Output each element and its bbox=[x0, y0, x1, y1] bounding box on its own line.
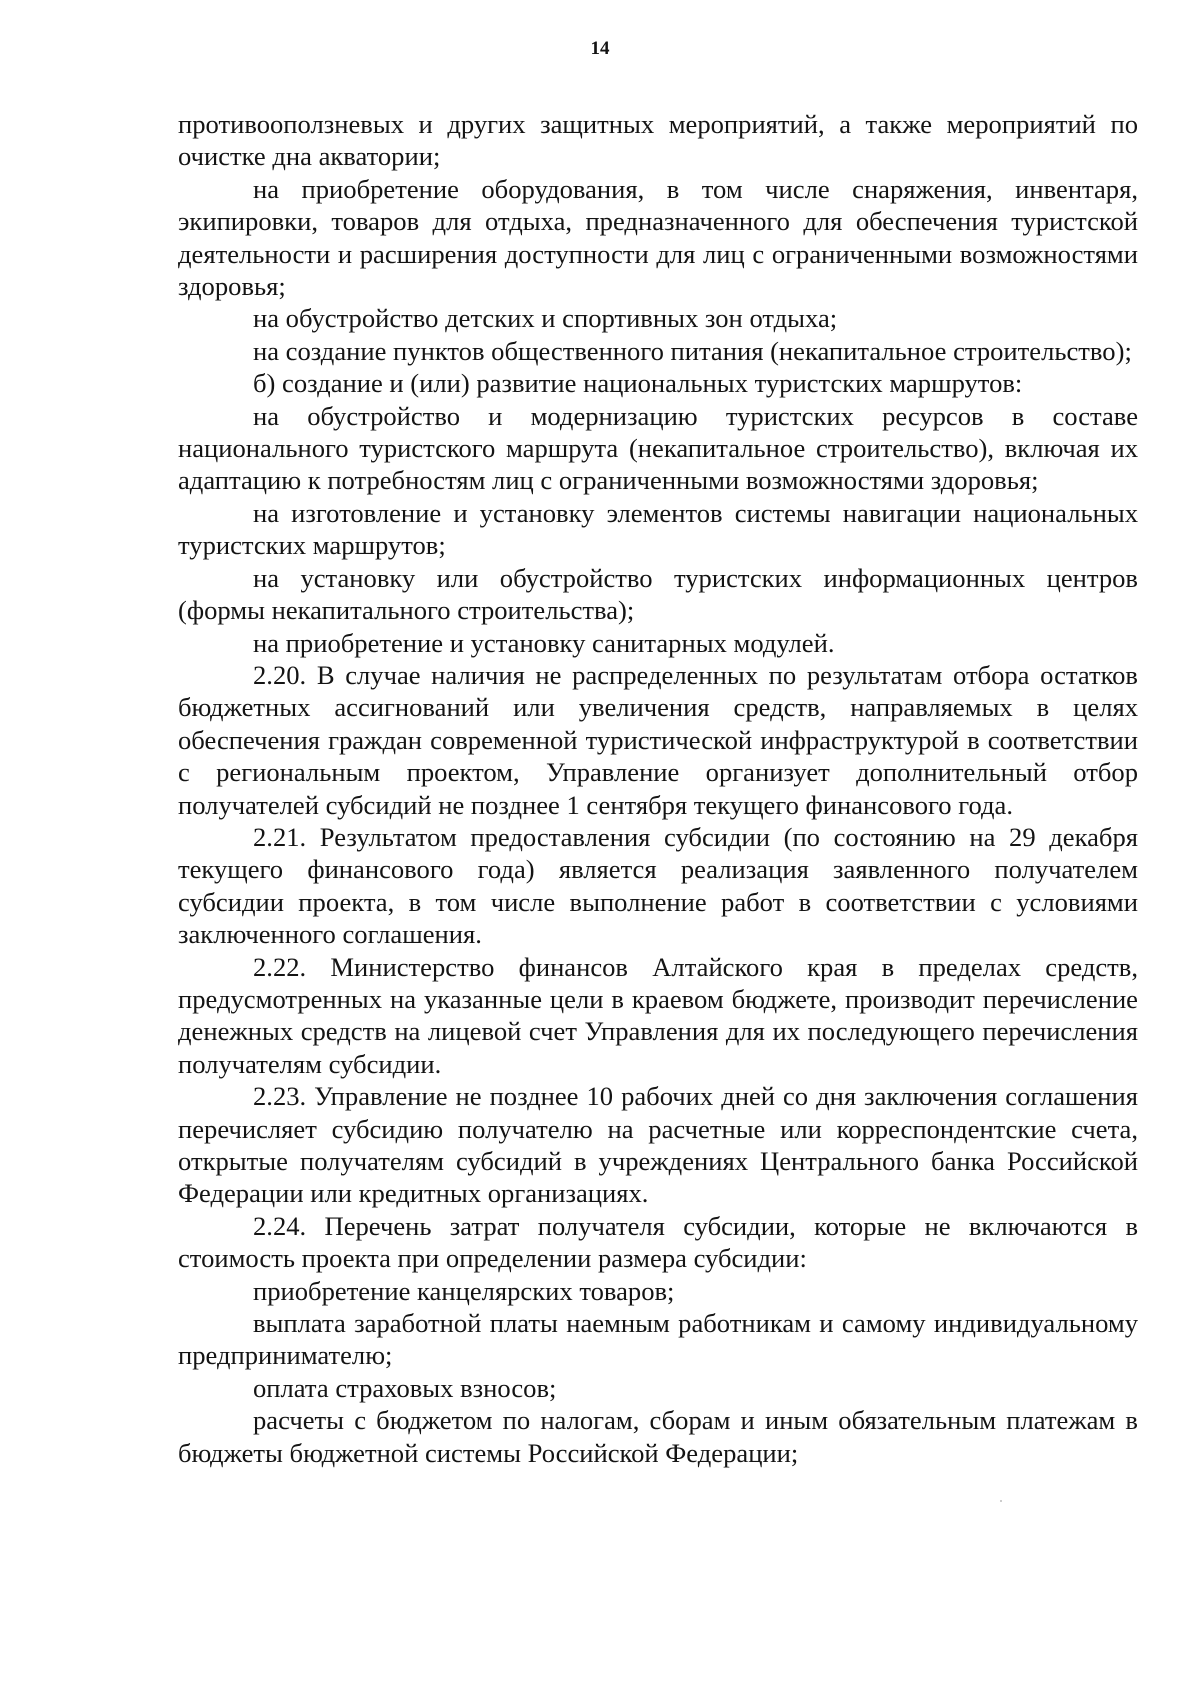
scan-speck bbox=[1000, 1500, 1002, 1502]
paragraph: расчеты с бюджетом по налогам, сборам и иным обязательным платежам в бюджеты бюджетной системы Российской Федерации; bbox=[178, 1405, 1138, 1468]
paragraph: 2.21. Результатом предоставления субсидии (по состоянию на 29 декабря текущего финансового года) является реализация заявленного получателем субсидии проекта, в том числе выполнение работ в соответствии с условиями заключенного соглашения. bbox=[178, 821, 1138, 950]
paragraph: на обустройство и модернизацию туристских ресурсов в составе национального туристского маршрута (некапитальное строительство), включая их адаптацию к потребностям лиц с ограниченными возможностями здоровья; bbox=[178, 400, 1138, 496]
paragraph: на изготовление и установку элементов системы навигации национальных туристских маршрутов; bbox=[178, 497, 1138, 561]
paragraph: на установку или обустройство туристских информационных центров (формы некапитального строительства); bbox=[178, 562, 1138, 626]
page-number: 14 bbox=[590, 38, 610, 59]
document-body bbox=[178, 108, 1138, 1469]
paragraph: приобретение канцелярских товаров; bbox=[253, 1275, 675, 1306]
paragraph: оплата страховых взносов; bbox=[253, 1372, 557, 1403]
paragraph: 2.23. Управление не позднее 10 рабочих дней со дня заключения соглашения перечисляет субсидию получателю на расчетные или корреспондентские счета, открытые получателям субсидий в учреждениях Центрального банка Российской Федерации или кредитных организациях. bbox=[178, 1081, 1138, 1209]
paragraph: 2.24. Перечень затрат получателя субсидии, которые не включаются в стоимость проекта при определении размера субсидии: bbox=[178, 1210, 1138, 1274]
paragraph: на создание пунктов общественного питания (некапитальное строительство); bbox=[253, 335, 1132, 366]
paragraph: б) создание и (или) развитие национальных туристских маршрутов: bbox=[253, 368, 1023, 399]
paragraph: на приобретение оборудования, в том числе снаряжения, инвентаря, экипировки, товаров для отдыха, предназначенного для обеспечения туристской деятельности и расширения доступности для лиц с ограниченными возможностями здоровья; bbox=[178, 173, 1138, 302]
paragraph: на обустройство детских и спортивных зон отдыха; bbox=[253, 303, 838, 334]
paragraph: 2.20. В случае наличия не распределенных по результатам отбора остатков бюджетных ассигнований или увеличения средств, направляемых в целях обеспечения граждан современной туристической инфраструктурой в соответствии с региональным проектом, Управление организует дополнительный отбор получателей субсидий не позднее 1 сентября текущего финансового года. bbox=[178, 659, 1138, 820]
paragraph: на приобретение и установку санитарных модулей. bbox=[253, 627, 835, 658]
paragraph: 2.22. Министерство финансов Алтайского края в пределах средств, предусмотренных на указанные цели в краевом бюджете, производит перечисление денежных средств на лицевой счет Управления для их последующего перечисления получателям субсидии. bbox=[178, 951, 1138, 1079]
paragraph: выплата заработной платы наемным работникам и самому индивидуальному предпринимателю; bbox=[178, 1308, 1138, 1371]
paragraph: противооползневых и других защитных мероприятий, а также мероприятий по очистке дна акватории; bbox=[178, 109, 1138, 172]
